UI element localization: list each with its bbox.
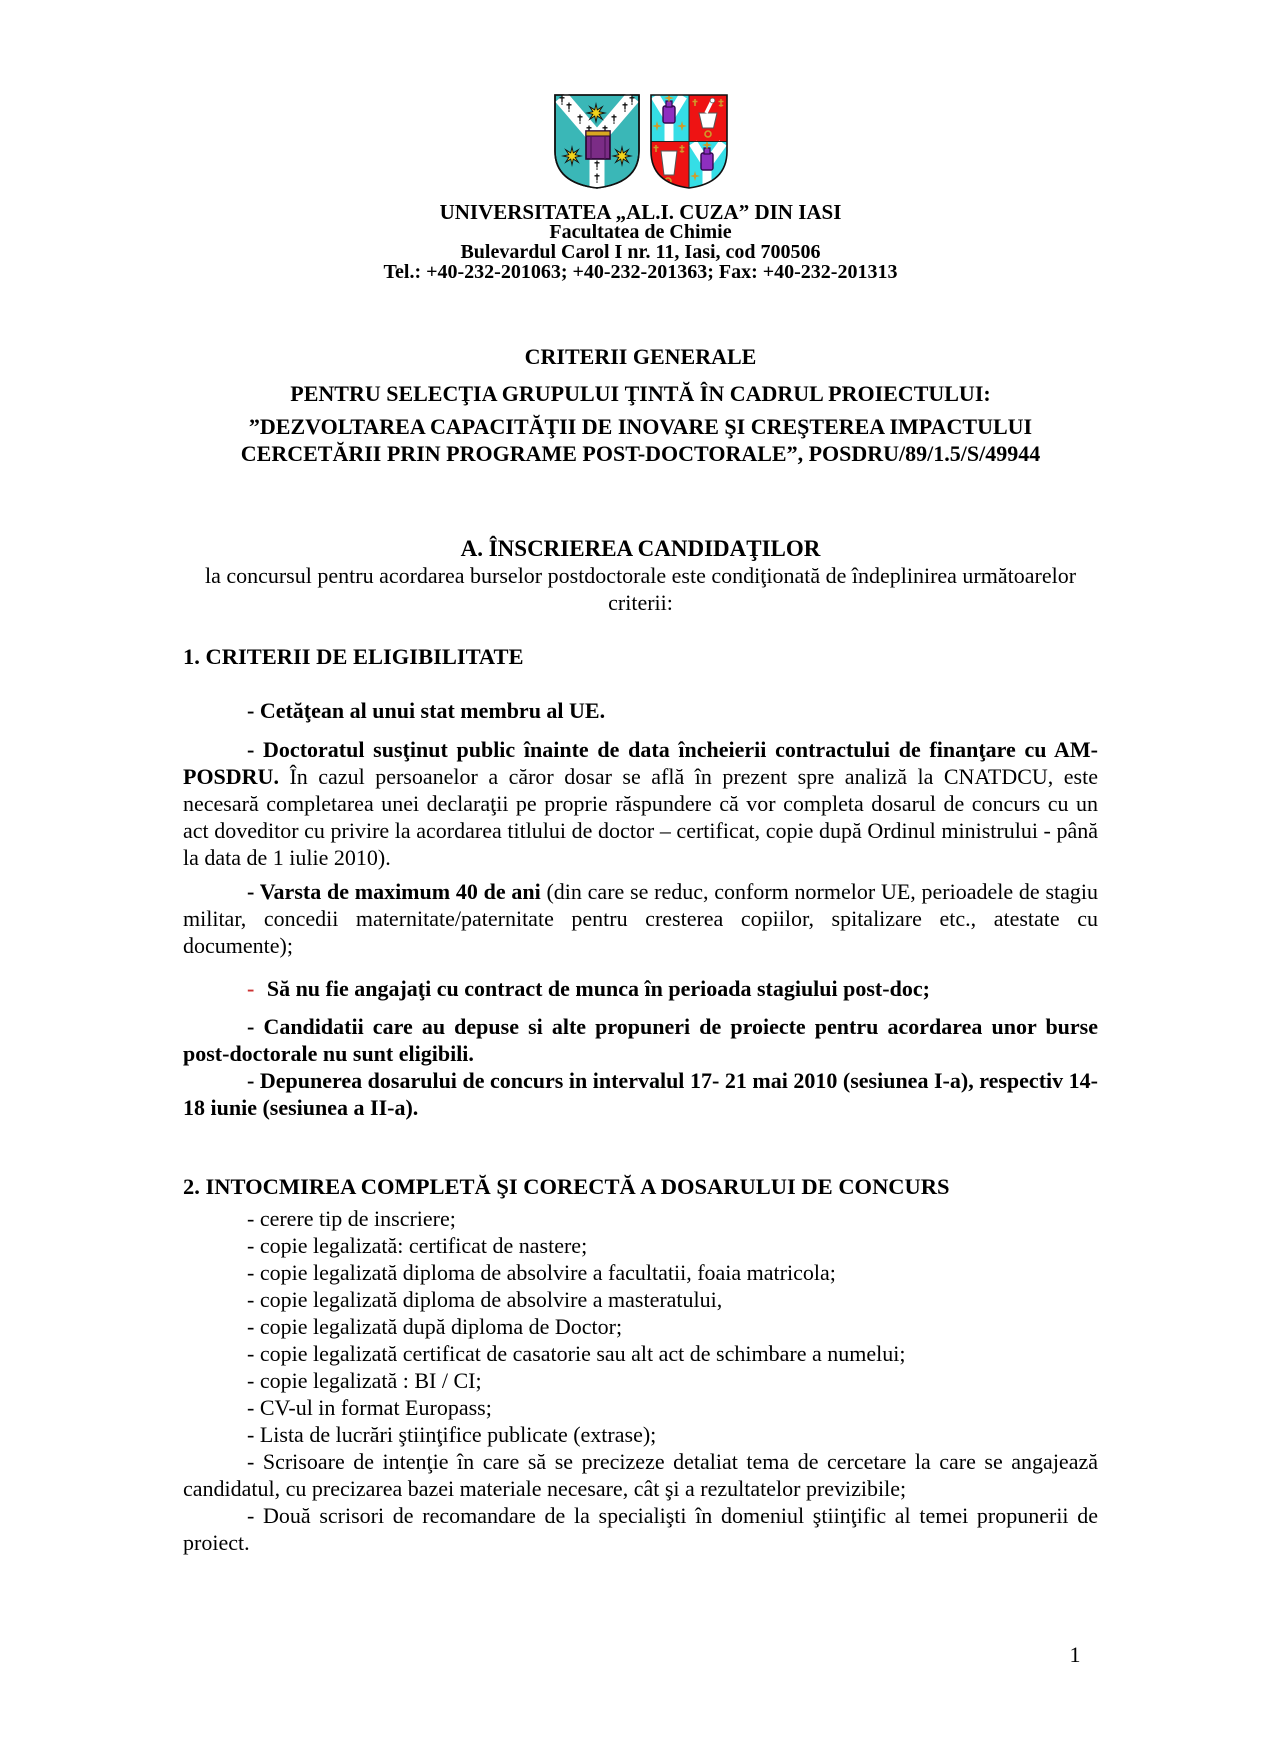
criterion-age-bold: - Varsta de maximum 40 de ani xyxy=(247,879,541,904)
letterhead xyxy=(183,93,1098,282)
dossier-item: - cerere tip de inscriere; xyxy=(247,1206,456,1231)
dossier-item: - copie legalizată diploma de absolvire a masteratului, xyxy=(247,1287,723,1312)
criterion-other-proposals: - Candidatii care au depuse si alte propuneri de proiecte pentru acordarea unor burse post-doctorale nu sunt eligibili. xyxy=(183,1014,1098,1066)
criterion-submission: - Depunerea dosarului de concurs in intervalul 17- 21 mai 2010 (sesiunea I-a), respectiv 14-18 iunie (sesiunea a II-a). xyxy=(183,1068,1098,1120)
document-page xyxy=(0,93,1275,1743)
criterion-doctorate-rest: În cazul persoanelor a căror dosar se află în prezent spre analiză la CNATDCU, este necesară completarea unei declaraţii pe proprie răspundere că vor completa dosarul de concurs cu un act doveditor cu privire la acordarea titlului de doctor – certificat, copie după Ordinul ministrului - până la data de 1 iulie 2010). xyxy=(183,764,1098,870)
criterion-doctorate xyxy=(183,736,1098,871)
section-dossier xyxy=(183,1173,1098,1556)
chemistry-faculty-coat-of-arms-icon xyxy=(649,93,729,190)
phone-fax-line: Tel.: +40-232-201063; +40-232-201363; Fax: +40-232-201313 xyxy=(383,261,898,283)
dossier-item: - copie legalizată diploma de absolvire a facultatii, foaia matricola; xyxy=(247,1260,836,1285)
dossier-item: - copie legalizată: certificat de nastere; xyxy=(247,1233,588,1258)
section-2-heading: 2. INTOCMIREA COMPLETĂ ŞI CORECTĂ A DOSARULUI DE CONCURS xyxy=(183,1174,950,1199)
faculty-name: Facultatea de Chimie xyxy=(549,221,732,243)
section-a xyxy=(183,535,1098,616)
uaic-coat-of-arms-icon xyxy=(553,93,641,190)
title-block xyxy=(183,343,1098,467)
criterion-employment xyxy=(183,975,1098,1002)
page-number: 1 xyxy=(1069,1642,1081,1667)
criterion-employment-text: Să nu fie angajaţi cu contract de munca în perioada stagiului post-doc; xyxy=(261,976,930,1001)
section-a-subtitle: la concursul pentru acordarea burselor postdoctorale este condiţionată de îndeplinirea următoarelor criterii: xyxy=(204,563,1077,615)
doc-subtitle: PENTRU SELECŢIA GRUPULUI ŢINTĂ ÎN CADRUL PROIECTULUI: xyxy=(290,381,991,406)
doc-title: CRITERII GENERALE xyxy=(524,344,757,369)
university-name: UNIVERSITATEA „AL.I. CUZA” DIN IASI xyxy=(439,200,842,224)
section-eligibility xyxy=(183,643,1098,1121)
project-title: ”DEZVOLTAREA CAPACITĂŢII DE INOVARE ŞI CREŞTEREA IMPACTULUI CERCETĂRII PRIN PROGRAME POST-DOCTORALE”, POSDRU/89/1.5/S/49944 xyxy=(240,414,1041,466)
red-dash: - xyxy=(247,976,255,1001)
criterion-citizen: - Cetăţean al unui stat membru al UE. xyxy=(247,698,606,723)
university-logo xyxy=(183,93,1098,190)
dossier-item: - Lista de lucrări ştiinţifice publicate (extrase); xyxy=(247,1422,657,1447)
section-a-heading: A. ÎNSCRIEREA CANDIDAŢILOR xyxy=(460,536,821,561)
dossier-item: - copie legalizată certificat de casatorie sau alt act de schimbare a numelui; xyxy=(247,1341,906,1366)
criterion-age xyxy=(183,878,1098,959)
dossier-item: - Scrisoare de intenţie în care să se precizeze detaliat tema de cercetare la care se angajează candidatul, cu precizarea bazei materiale necesare, cât şi a rezultatelor previzibile; xyxy=(183,1449,1098,1501)
address-line: Bulevardul Carol I nr. 11, Iasi, cod 700506 xyxy=(460,241,821,263)
criterion-age-rest: (din care se reduc, conform normelor UE, perioadele de stagiu militar, concedii maternitate/paternitate pentru cresterea copiilor, spitalizare etc., atestate cu documente); xyxy=(183,879,1098,958)
dossier-item: - copie legalizată după diploma de Doctor; xyxy=(247,1314,623,1339)
section-1-heading: 1. CRITERII DE ELIGIBILITATE xyxy=(183,644,524,669)
dossier-item: - Două scrisori de recomandare de la specialişti în domeniul ştiinţific al temei propunerii de proiect. xyxy=(183,1503,1098,1555)
criterion-doctorate-bold: - Doctoratul susţinut public înainte de data încheierii contractului de finanţare cu AM-POSDRU. xyxy=(183,737,1098,789)
dossier-item: - copie legalizată : BI / CI; xyxy=(247,1368,482,1393)
dossier-item: - CV-ul in format Europass; xyxy=(247,1395,492,1420)
